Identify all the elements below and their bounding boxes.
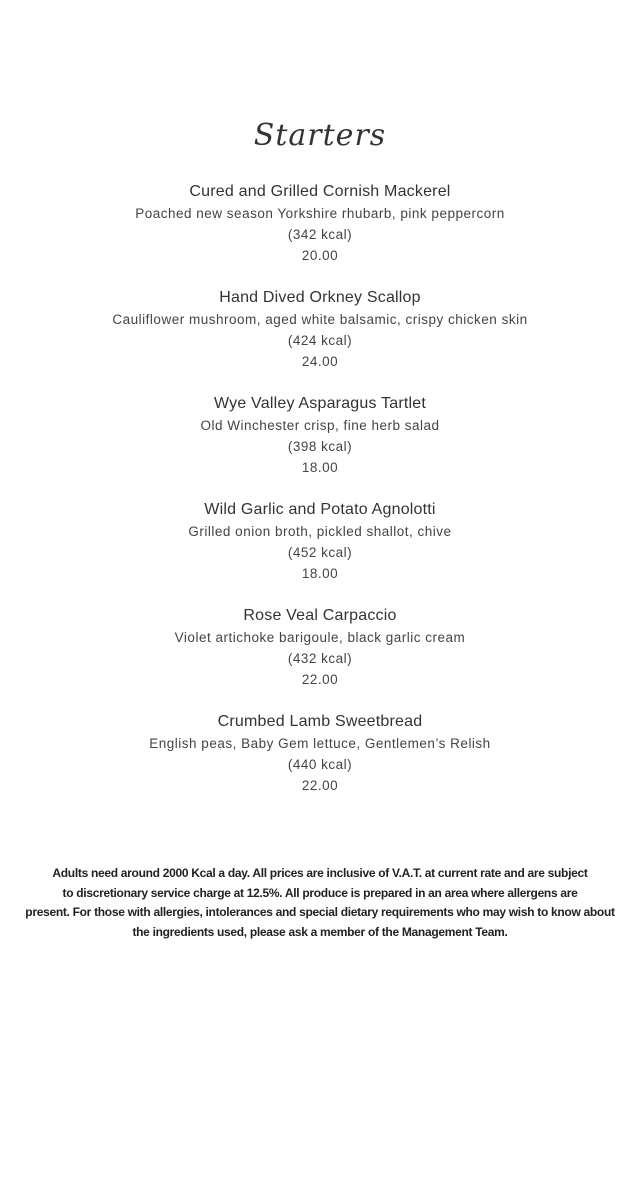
menu-item-name: Wye Valley Asparagus Tartlet (213, 395, 427, 412)
menu-item-description: English peas, Baby Gem lettuce, Gentlemen’s Relish (149, 736, 491, 751)
menu-item-description: Old Winchester crisp, fine herb salad (200, 418, 440, 433)
menu-item (0, 711, 640, 817)
menu-item (0, 393, 640, 499)
disclaimer-line: to discretionary service charge at 12.5%. All produce is prepared in an area where allergens are (62, 885, 578, 900)
menu-item-name: Cured and Grilled Cornish Mackerel (189, 183, 451, 200)
menu-item (0, 287, 640, 393)
menu-item (0, 499, 640, 605)
menu-item-kcal: (342 kcal) (287, 227, 353, 242)
menu-item-price: 18.00 (301, 460, 339, 475)
menu-item-name: Wild Garlic and Potato Agnolotti (204, 501, 436, 518)
menu-item-price: 22.00 (301, 778, 339, 793)
menu-item-kcal: (424 kcal) (287, 333, 353, 348)
menu-item-price: 18.00 (301, 566, 339, 581)
menu-item-price: 22.00 (301, 672, 339, 687)
disclaimer-line: Adults need around 2000 Kcal a day. All prices are inclusive of V.A.T. at current rate and are subject (52, 866, 588, 880)
disclaimer-line: the ingredients used, please ask a member of the Management Team. (132, 924, 508, 939)
menu-item-kcal: (440 kcal) (287, 757, 353, 772)
menu-item-name: Hand Dived Orkney Scallop (219, 289, 421, 306)
menu-item-description: Violet artichoke barigoule, black garlic cream (174, 630, 466, 645)
menu-item (0, 605, 640, 711)
menu-item-kcal: (432 kcal) (287, 651, 353, 666)
menu-item-description: Poached new season Yorkshire rhubarb, pink peppercorn (135, 206, 505, 221)
menu-items-list (0, 181, 640, 817)
menu-item-price: 24.00 (301, 354, 339, 369)
menu-item-name: Rose Veal Carpaccio (243, 607, 397, 624)
allergen-disclaimer (0, 864, 640, 942)
menu-item-description: Cauliflower mushroom, aged white balsamic, crispy chicken skin (112, 312, 528, 327)
menu-item-kcal: (452 kcal) (287, 545, 353, 560)
menu-section-title: Starters (253, 118, 387, 154)
menu-item-name: Crumbed Lamb Sweetbread (217, 713, 423, 730)
menu-item-kcal: (398 kcal) (287, 439, 353, 454)
menu-item (0, 181, 640, 287)
menu-item-description: Grilled onion broth, pickled shallot, chive (188, 524, 452, 539)
menu-item-price: 20.00 (301, 248, 339, 263)
disclaimer-line: present. For those with allergies, intolerances and special dietary requirements who may wish to know about (25, 905, 615, 919)
